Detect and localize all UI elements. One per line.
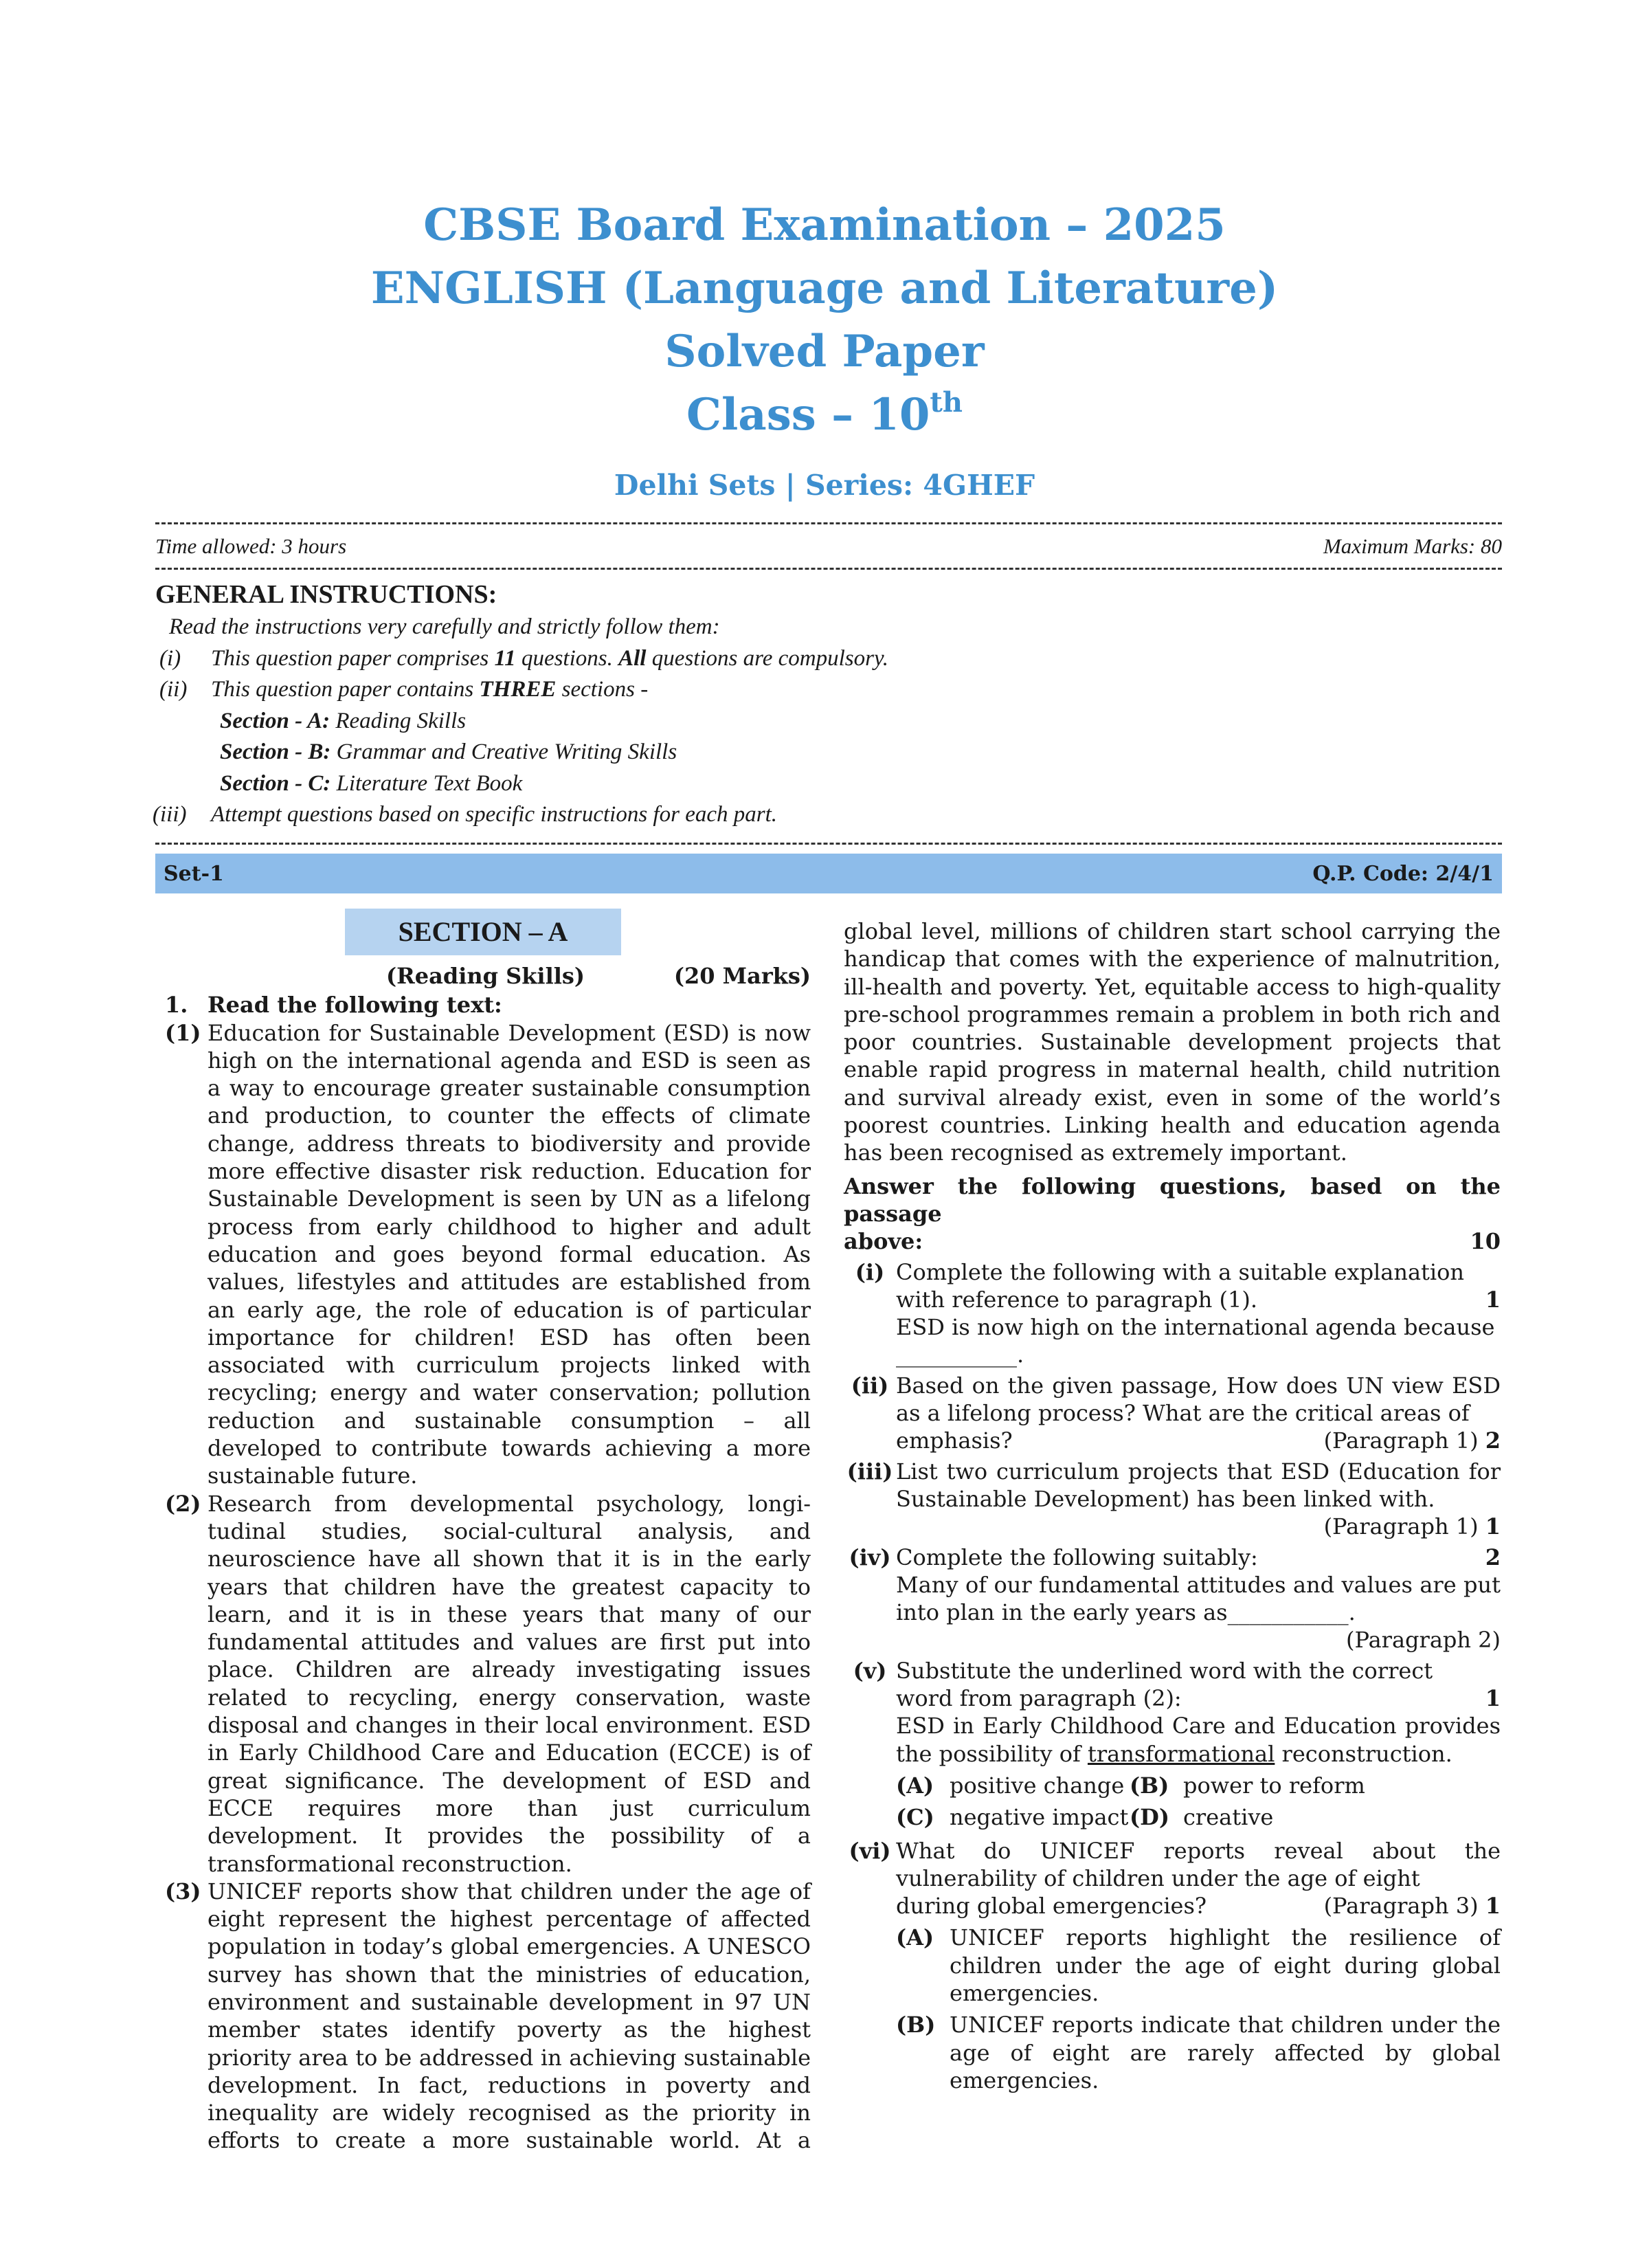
left-column: [165, 909, 811, 2155]
question-number: (i): [855, 1258, 885, 1285]
set-label: Set-1: [164, 861, 224, 886]
paragraph-2: [165, 1490, 811, 1878]
question-marks: 1: [1485, 1893, 1501, 1920]
answer-heading-text: Answer the following questions, based on the passage: [844, 1172, 1501, 1227]
question-marks: 2: [1485, 1544, 1501, 1570]
question-v: (v) Substitute the underlined word with the correct word from paragraph (2): 1 ESD in Early Childhood Care and Education provides the possibility of transformational reconstruction.: [844, 1657, 1501, 1768]
class-sup: th: [930, 386, 963, 419]
question-number: (v): [853, 1657, 887, 1684]
option-d[interactable]: (D) creative: [1130, 1804, 1274, 1831]
instruction-num: (ii): [159, 677, 188, 702]
divider-bottom: [155, 843, 1502, 845]
question-marks: 1: [1485, 1513, 1501, 1540]
series-line: Delhi Sets | Series: 4GHEF: [614, 469, 1035, 502]
subject-title: ENGLISH (Language and Literature): [370, 263, 1279, 314]
instruction-num: (iii): [153, 802, 187, 827]
option-a[interactable]: (A) positive change: [896, 1772, 1125, 1799]
question-i: (i) Complete the following with a suitable explanation with reference to paragraph (1). 1 ESD is now high on the international agenda because ___________.: [844, 1258, 1501, 1369]
section-marks: (20 Marks): [673, 963, 811, 989]
question-number: (ii): [851, 1372, 889, 1399]
paragraph-number: (3): [165, 1878, 201, 1904]
question-marks: 1: [1485, 1685, 1501, 1712]
question-ii: (ii) Based on the given passage, How does UN view ESD as a lifelong process? What are the critical areas of emphasis? (Paragraph 1) 2: [844, 1372, 1501, 1455]
question-heading: [165, 991, 811, 1019]
answer-heading: [844, 1172, 1501, 1256]
question-iii: (iii) List two curriculum projects that ESD (Education for Sustainable Development) has been linked with. (Paragraph 1) 1: [844, 1458, 1501, 1541]
instruction-item: [159, 643, 1499, 675]
instruction-text: This question paper comprises 11 questions. All questions are compulsory.: [211, 645, 889, 671]
meta-row: [155, 534, 1502, 559]
instructions-lead: Read the instructions very carefully and strictly follow them:: [169, 614, 720, 639]
instruction-item: [153, 799, 1499, 831]
paragraph-text: Research from developmental psychology, longi-tudinal studies, social-cultural analysis, and neuroscience have all shown that it is in the early years that children have the greatest capacity to learn, and it is in these years that many of our fundamental attitudes and values are first put into place. Children are already investigating issues related to recycling, energy conservation, waste disposal and changes in their local environment. ESD in Early Childhood Care and Education (ECCE) is of great significance. The development of ESD and ECCE requires more than just curriculum development. It provides the possibility of a transformational reconstruction.: [207, 1490, 811, 1877]
option-a[interactable]: (A) UNICEF reports highlight the resilience of children under the age of eight during global emergencies.: [896, 1924, 1501, 2006]
section-subtitle-row: [165, 962, 811, 990]
time-allowed: Time allowed: 3 hours: [155, 534, 347, 558]
question-number: (iii): [846, 1458, 893, 1485]
paragraph-number: (1): [165, 1019, 201, 1046]
paragraph-3-continued: global level, millions of children start school carrying the handicap that comes with the experience of malnutrition, ill-health and poverty. Yet, equitable access to high-quality pre-school programmes remain a problem in both rich and poor countries. Sustainable development projects that enable rapid progress in maternal health, child nutrition and survival already exist, even in some of the world’s poorest countries. Linking health and education agenda has been recognised as extremely important.: [844, 918, 1501, 1166]
question-marks: 2: [1485, 1427, 1501, 1454]
option-b[interactable]: (B) UNICEF reports indicate that children under the age of eight are rarely affected by global emergencies.: [896, 2012, 1501, 2093]
section-a-line: Section - A: Reading Skills: [220, 708, 467, 733]
class-text: Class – 10: [686, 389, 930, 441]
paragraph-text: Education for Sustainable Development (ESD) is now high on the international agenda and ESD is seen as a way to encourage greater sustainable consumption and production, to counter the effects of climate change, address threats to biodiversity and provide more effective disaster risk reduction. Education for Sustainable Development is seen by UN as a lifelong process from early childhood to higher and adult education and goes beyond formal education. As values, lifestyles and attitudes are established from an early age, the role of education is of particular importance for children! ESD has often been associated with curriculum projects linked with recycling; energy and water conservation; pollution reduction and sustainable consumption – all developed to contribute towards achieving a more sustainable future.: [207, 1019, 811, 1489]
answer-heading-row: above: 10: [844, 1228, 1501, 1255]
option-b[interactable]: (B) power to reform: [1130, 1772, 1365, 1799]
set-bar: [155, 854, 1502, 893]
qp-code: Q.P. Code: 2/4/1: [1312, 861, 1494, 886]
divider-mid: [155, 568, 1502, 570]
class-title: [0, 383, 1649, 447]
question-number: 1.: [165, 992, 188, 1019]
question-marks: 1: [1485, 1286, 1501, 1313]
paragraph-text: UNICEF reports show that children under the age of eight represent the highest percentage of affected population in today’s global emergencies. A UNESCO survey has shown that the ministries of education, environment and sustainable development in 97 UN member states identify poverty as the highest priority area to be addressed in achieving sustainable development. In fact, reductions in poverty and inequality are widely recognised as the priority in efforts to create a more sustainable world. At a: [207, 1878, 811, 2154]
underlined-word: transformational: [1087, 1740, 1275, 1767]
section-heading: SECTION – A: [345, 909, 621, 955]
paragraph-3: [165, 1878, 811, 2155]
question-number: (iv): [849, 1544, 891, 1570]
instructions-title: GENERAL INSTRUCTIONS:: [155, 580, 497, 609]
exam-title: CBSE Board Examination – 2025: [423, 199, 1226, 251]
question-text: Read the following text:: [207, 992, 502, 1019]
divider-top: [155, 522, 1502, 524]
answer-heading-marks: 10: [1470, 1228, 1501, 1255]
instruction-num: (i): [159, 645, 181, 671]
options-v: [896, 1772, 1501, 1832]
question-iv: (iv) Complete the following suitably: 2 Many of our fundamental attitudes and values are put into plan in the early years as___________. (Paragraph 2): [844, 1544, 1501, 1654]
instruction-item: [159, 674, 1499, 706]
instruction-text: This question paper contains THREE sections -: [211, 677, 649, 702]
title-block: [0, 194, 1649, 506]
section-subtitle: (Reading Skills): [386, 963, 585, 989]
instruction-text: Attempt questions based on specific instructions for each part.: [211, 802, 778, 827]
section-c-line: Section - C: Literature Text Book: [220, 770, 523, 796]
paragraph-number: (2): [165, 1490, 201, 1517]
paper-type: Solved Paper: [664, 326, 985, 377]
right-column: [844, 918, 1501, 2094]
section-b-line: Section - B: Grammar and Creative Writing Skills: [220, 740, 677, 764]
instructions-list: [153, 612, 1499, 831]
option-c[interactable]: (C) negative impact: [896, 1804, 1129, 1831]
question-number: (vi): [849, 1837, 891, 1864]
question-vi: (vi) What do UNICEF reports reveal about the vulnerability of children under the age of eight during global emergencies? (Paragraph 3) 1: [844, 1837, 1501, 1920]
max-marks: Maximum Marks: 80: [1323, 534, 1502, 558]
paragraph-1: [165, 1019, 811, 1490]
